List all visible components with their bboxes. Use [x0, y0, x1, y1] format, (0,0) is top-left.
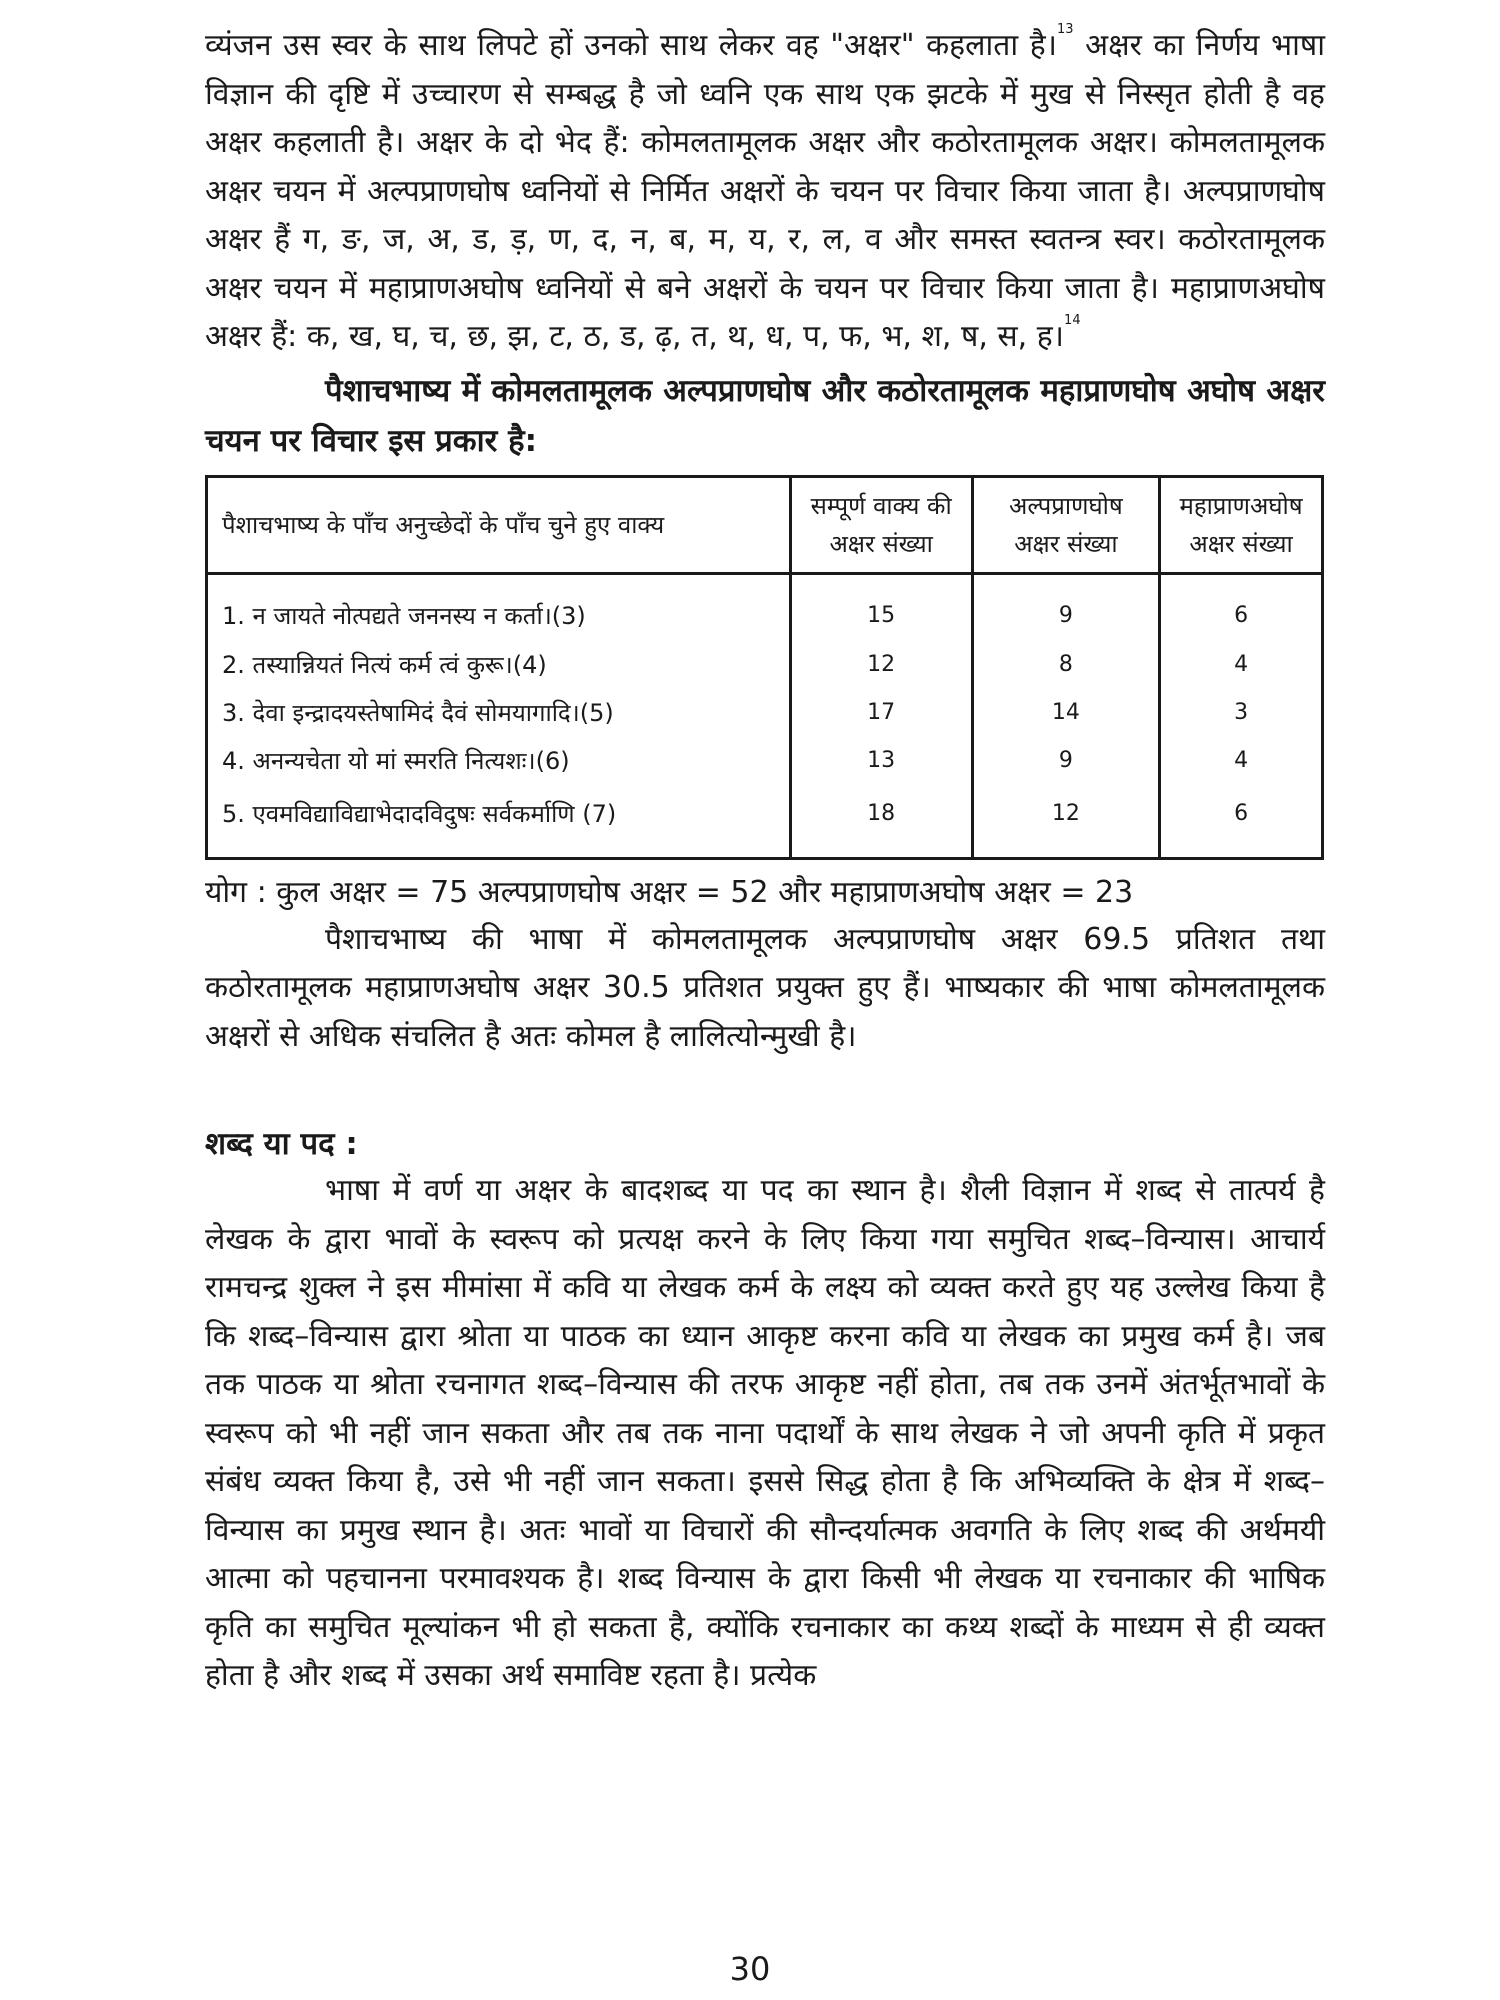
cell-mahaprana: 6: [1160, 573, 1323, 641]
cell-alpaprana: 14: [972, 689, 1160, 737]
page-number: 30: [729, 1950, 771, 1988]
section-title: शब्द या पद :: [205, 1126, 358, 1162]
total-summary: योग : कुल अक्षर = 75 अल्पप्राणघोष अक्षर = 52 और महाप्राणअघोष अक्षर = 23: [205, 874, 1134, 910]
cell-total: 15: [790, 573, 972, 641]
conclusion-paragraph: पैशाचभाष्य की भाषा में कोमलतामूलक अल्पप्राणघोष अक्षर 69.5 प्रतिशत तथा कठोरतामूलक महाप्राणअघोष अक्षर 30.5 प्रतिशत प्रयुक्त हुए हैं। भाष्यकार की भाषा कोमलतामूलक अक्षरों से अधिक संचलित है अतः कोमल है लालित्योन्मुखी है।: [205, 921, 1325, 1054]
intro-text-continued: अक्षर का निर्णय भाषा विज्ञान की दृष्टि में उच्चारण से सम्बद्ध है जो ध्वनि एक साथ एक झटके में मुख से निस्सृत होती है वह अक्षर कहलाती है। अक्षर के दो भेद हैं: कोमलतामूलक अक्षर और कठोरतामूलक अक्षर। कोमलतामूलक अक्षर चयन में अल्पप्राणघोष ध्वनियों से निर्मित अक्षरों के चयन पर विचार किया जाता है। अल्पप्राणघोष अक्षर हैं ग, ङ, ज, अ, ड, ड़, ण, द, न, ब, म, य, र, ल, व और समस्त स्वतन्त्र स्वर। कठोरतामूलक अक्षर चयन में महाप्राणअघोष ध्वनियों से बने अक्षरों के चयन पर विचार किया जाता है। महाप्राणअघोष अक्षर हैं: क, ख, घ, च, छ, झ, ट, ठ, ड, ढ़, त, थ, ध, प, फ, भ, श, ष, स, ह।: [205, 28, 1326, 354]
table-row: [207, 737, 1323, 785]
col-header-sentence: पैशाचभाष्य के पाँच अनुच्छेदों के पाँच चुने हुए वाक्य: [207, 476, 791, 573]
footnote-ref-14[interactable]: 14: [1064, 313, 1081, 328]
cell-sentence: 4. अनन्यचेता यो मां स्मरति नित्यशः।(6): [207, 737, 791, 785]
aksharas-table: [205, 475, 1324, 860]
cell-mahaprana: 3: [1160, 689, 1323, 737]
cell-mahaprana: 6: [1160, 785, 1323, 859]
cell-alpaprana: 8: [972, 641, 1160, 689]
col-header-mahaprana: महाप्राणअघोष अक्षर संख्या: [1160, 476, 1323, 573]
intro-paragraph: [205, 22, 1325, 362]
table-row: [207, 689, 1323, 737]
cell-alpaprana: 12: [972, 785, 1160, 859]
intro-text: व्यंजन उस स्वर के साथ लिपटे हों उनको साथ लेकर वह "अक्षर" कहलाता है।: [205, 28, 1058, 63]
section-body-paragraph: भाषा में वर्ण या अक्षर के बादशब्द या पद का स्थान है। शैली विज्ञान में शब्द से तात्पर्य है लेखक के द्वारा भावों के स्वरूप को प्रत्यक्ष करने के लिए किया गया समुचित शब्द–विन्यास। आचार्य रामचन्द्र शुक्ल ने इस मीमांसा में कवि या लेखक कर्म के लक्ष्य को व्यक्त करते हुए यह उल्लेख किया है कि शब्द–विन्यास द्वारा श्रोता या पाठक का ध्यान आकृष्ट करना कवि या लेखक का प्रमुख कर्म है। जब तक पाठक या श्रोता रचनागत शब्द–विन्यास की तरफ आकृष्ट नहीं होता, तब तक उनमें अंतर्भूतभावों के स्वरूप को भी नहीं जान सकता और तब तक नाना पदार्थों के साथ लेखक ने जो अपनी कृति में प्रकृत संबंध व्यक्त किया है, उसे भी नहीं जान सकता। इससे सिद्ध होता है कि अभिव्यक्ति के क्षेत्र में शब्द–विन्यास का प्रमुख स्थान है। अतः भावों या विचारों की सौन्दर्यात्मक अवगति के लिए शब्द की अर्थमयी आत्मा को पहचानना परमावश्यक है। शब्द विन्यास के द्वारा किसी भी लेखक या रचनाकार की भाषिक कृति का समुचित मूल्यांकन भी हो सकता है, क्योंकि रचनाकार का कथ्य शब्दों के माध्यम से ही व्यक्त होता है और शब्द में उसका अर्थ समाविष्ट रहता है। प्रत्येक: [205, 1173, 1325, 1693]
cell-sentence: 1. न जायते नोत्पद्यते जननस्य न कर्ता।(3): [207, 573, 791, 641]
col-header-alpaprana: अल्पप्राणघोष अक्षर संख्या: [972, 476, 1160, 573]
table-row: [207, 641, 1323, 689]
table-heading: पैशाचभाष्य में कोमलतामूलक अल्पप्राणघोष और कठोरतामूलक महाप्राणघोष अघोष अक्षर चयन पर विचार इस प्रकार है:: [205, 372, 1325, 459]
cell-total: 18: [790, 785, 972, 859]
cell-total: 17: [790, 689, 972, 737]
cell-sentence: 2. तस्यान्नियतं नित्यं कर्म त्वं कुरू।(4): [207, 641, 791, 689]
page-content: [205, 22, 1325, 1701]
cell-alpaprana: 9: [972, 737, 1160, 785]
cell-sentence: 3. देवा इन्द्रादयस्तेषामिदं दैवं सोमयागादि।(5): [207, 689, 791, 737]
cell-mahaprana: 4: [1160, 641, 1323, 689]
cell-total: 13: [790, 737, 972, 785]
table-header-row: [207, 476, 1323, 573]
cell-total: 12: [790, 641, 972, 689]
col-header-total: सम्पूर्ण वाक्य की अक्षर संख्या: [790, 476, 972, 573]
cell-sentence: 5. एवमविद्याविद्याभेदादविदुषः सर्वकर्माणि (7): [207, 785, 791, 859]
footnote-ref-13[interactable]: 13: [1057, 22, 1074, 37]
table-row: [207, 573, 1323, 641]
table-row: [207, 785, 1323, 859]
cell-mahaprana: 4: [1160, 737, 1323, 785]
cell-alpaprana: 9: [972, 573, 1160, 641]
